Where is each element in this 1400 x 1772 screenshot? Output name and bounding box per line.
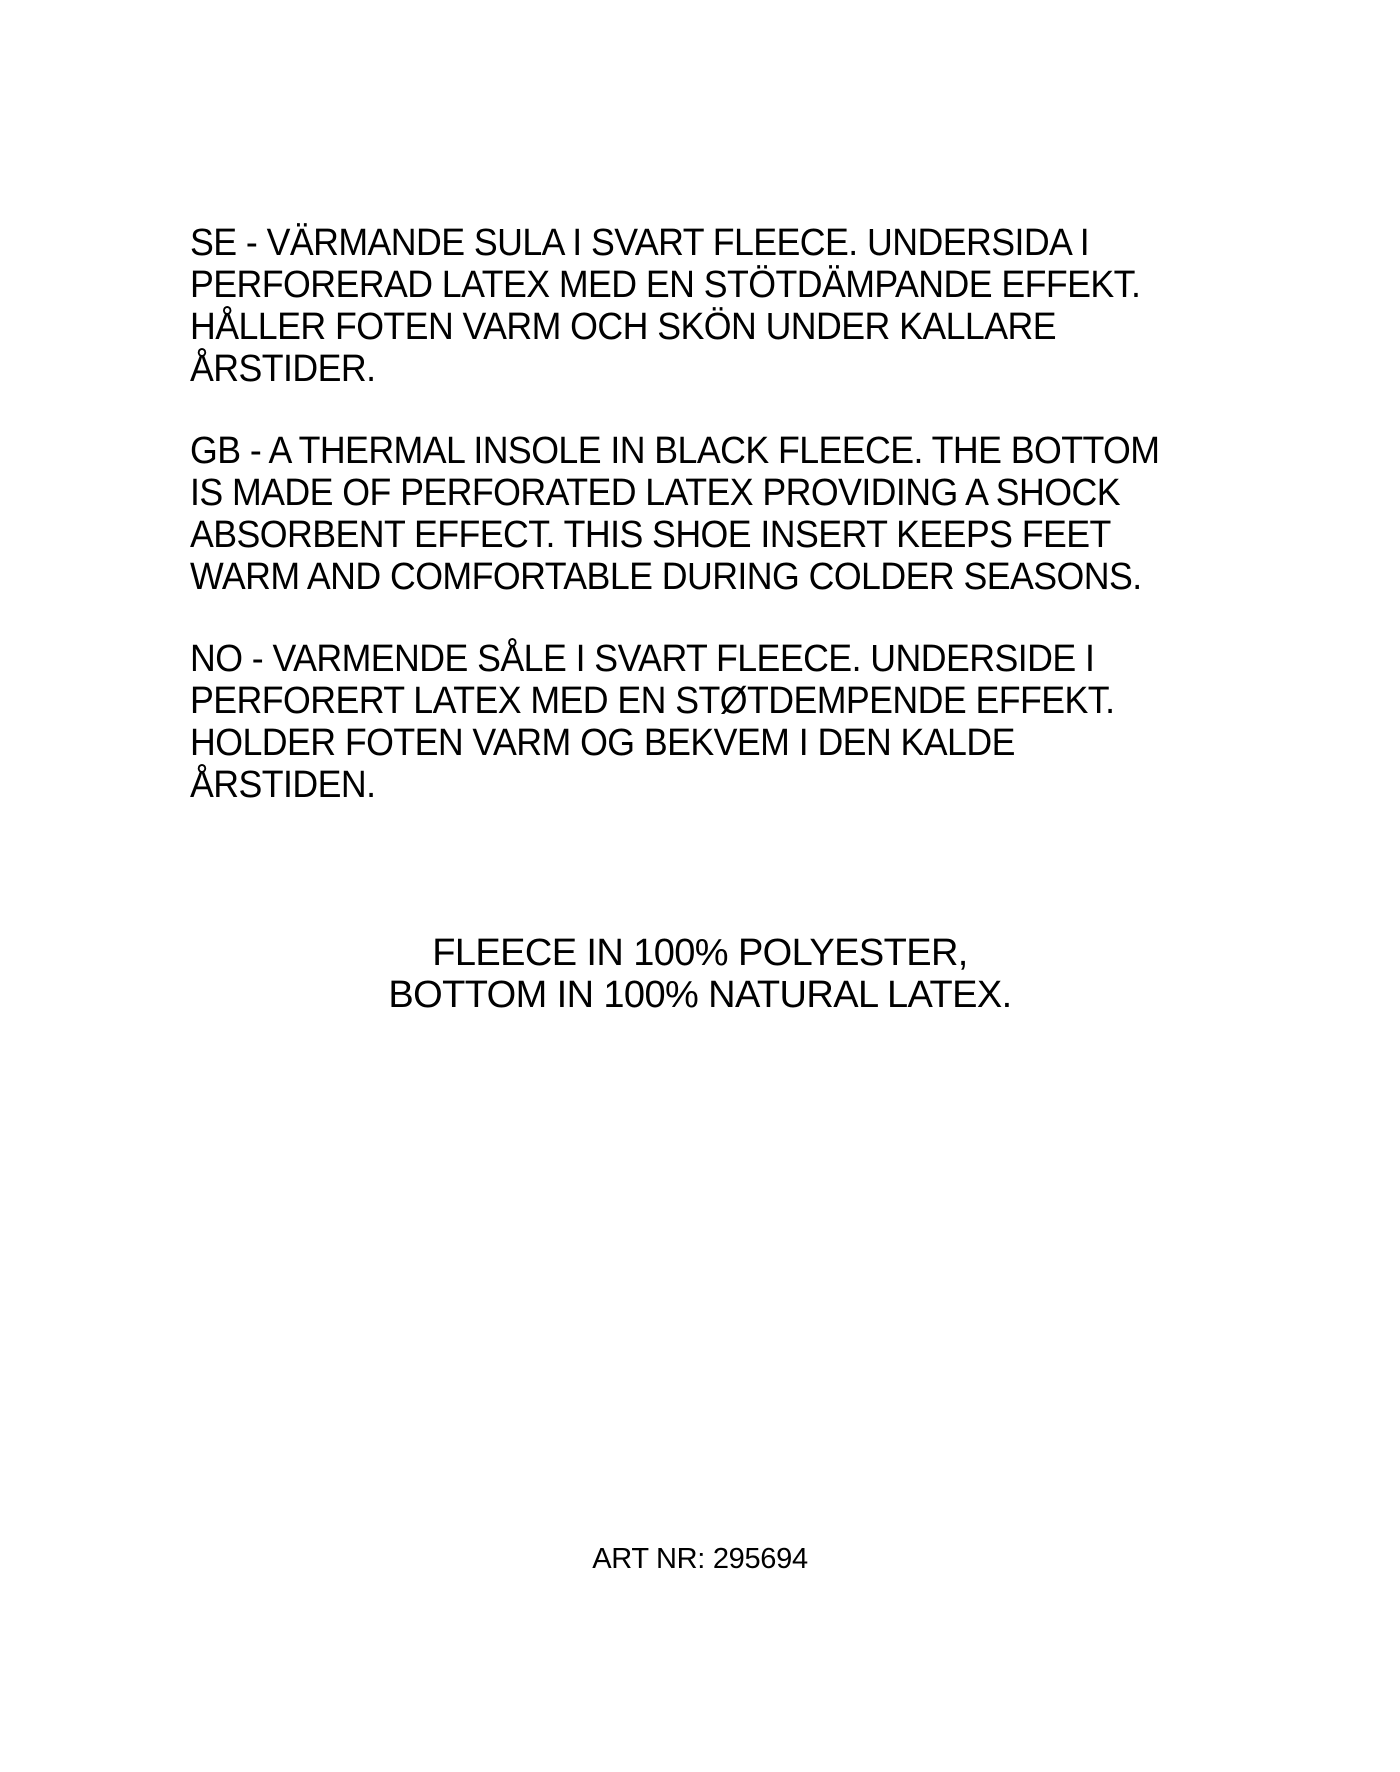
description-line: GB - A THERMAL INSOLE IN BLACK FLEECE. THE BOTTOM xyxy=(190,430,1160,472)
description-line: ÅRSTIDER. xyxy=(190,348,376,390)
description-line: SE - VÄRMANDE SULA I SVART FLEECE. UNDERSIDA I xyxy=(190,222,1090,264)
description-swedish xyxy=(190,222,1177,390)
description-norwegian xyxy=(190,638,1177,806)
description-english xyxy=(190,430,1177,598)
description-line: PERFORERAD LATEX MED EN STÖTDÄMPANDE EFFEKT. xyxy=(190,264,1141,306)
material-line: FLEECE IN 100% POLYESTER, xyxy=(432,932,968,974)
description-line: WARM AND COMFORTABLE DURING COLDER SEASONS. xyxy=(190,556,1142,598)
material-line: BOTTOM IN 100% NATURAL LATEX. xyxy=(388,974,1012,1016)
description-line: HÅLLER FOTEN VARM OCH SKÖN UNDER KALLARE xyxy=(190,306,1057,348)
description-line: HOLDER FOTEN VARM OG BEKVEM I DEN KALDE xyxy=(190,722,1015,764)
description-line: ÅRSTIDEN. xyxy=(190,764,376,806)
material-composition xyxy=(0,932,1400,1016)
description-line: ABSORBENT EFFECT. THIS SHOE INSERT KEEPS FEET xyxy=(190,514,1111,556)
article-number: ART NR: 295694 xyxy=(592,1543,808,1575)
description-line: NO - VARMENDE SÅLE I SVART FLEECE. UNDERSIDE I xyxy=(190,638,1095,680)
description-line: IS MADE OF PERFORATED LATEX PROVIDING A SHOCK xyxy=(190,472,1120,514)
description-line: PERFORERT LATEX MED EN STØTDEMPENDE EFFEKT. xyxy=(190,680,1115,722)
